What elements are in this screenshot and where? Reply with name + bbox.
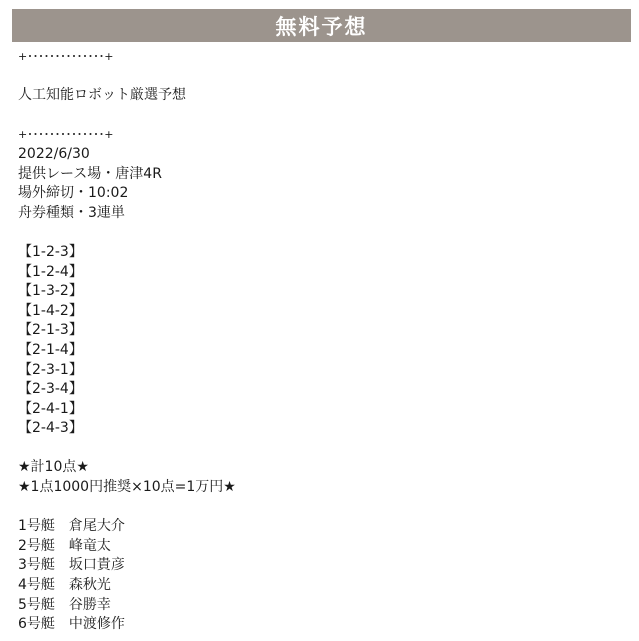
race-deadline: 場外締切・10:02 — [18, 185, 129, 202]
combination-item: 【1-3-2】 — [18, 283, 83, 300]
header-bar — [12, 9, 631, 42]
combination-item: 【1-2-3】 — [18, 243, 83, 260]
ticket-type: 舟券種類・3連単 — [18, 204, 125, 221]
page-title: 無料予想 — [275, 14, 368, 39]
race-date: 2022/6/30 — [18, 145, 90, 162]
combination-item: 【2-1-3】 — [18, 322, 83, 339]
racer-item: 1号艇 倉尾大介 — [18, 518, 125, 535]
combination-item: 【1-4-2】 — [18, 302, 83, 319]
separator-line: +･･････････････+ — [18, 50, 114, 63]
combination-item: 【1-2-4】 — [18, 263, 83, 280]
racer-item: 6号艇 中渡修作 — [18, 616, 125, 633]
separator-line: +･･････････････+ — [18, 128, 114, 142]
combination-item: 【2-3-1】 — [18, 361, 83, 378]
blank-line — [18, 223, 618, 243]
race-venue: 提供レース場・唐津4R — [18, 165, 162, 182]
intro-text: 人工知能ロボット厳選予想 — [18, 87, 186, 104]
combination-item: 【2-1-4】 — [18, 341, 83, 358]
prediction-content — [18, 47, 618, 635]
combination-item: 【2-4-3】 — [18, 420, 83, 437]
combination-item: 【2-4-1】 — [18, 400, 83, 417]
blank-line — [18, 67, 618, 87]
combination-list — [18, 243, 618, 439]
total-points: ★計10点★ — [18, 459, 89, 476]
racer-item: 5号艇 谷勝幸 — [18, 596, 111, 613]
combination-item: 【2-3-4】 — [18, 381, 83, 398]
racer-item: 4号艇 森秋光 — [18, 577, 111, 594]
racer-item: 3号艇 坂口貴彦 — [18, 557, 125, 574]
recommended-stake: ★1点1000円推奨×10点=1万円★ — [18, 479, 236, 496]
blank-line — [18, 106, 618, 126]
racer-list — [18, 517, 618, 635]
blank-line — [18, 439, 618, 459]
blank-line — [18, 498, 618, 518]
racer-item: 2号艇 峰竜太 — [18, 537, 111, 554]
